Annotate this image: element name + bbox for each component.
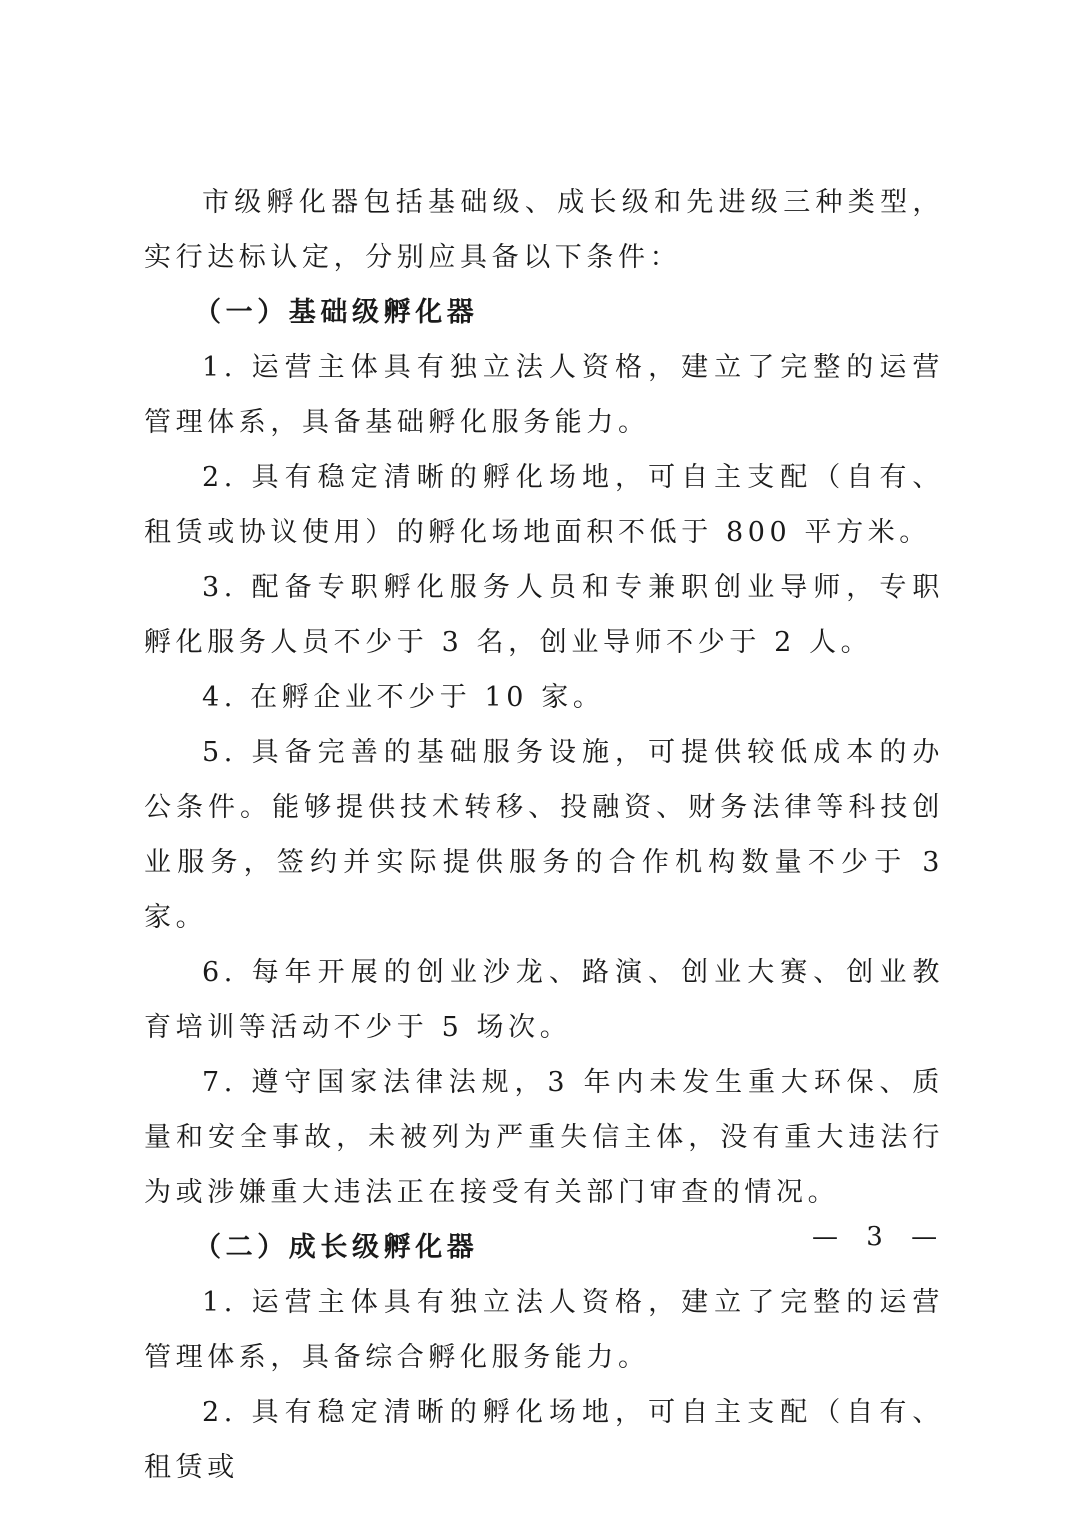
basic-item-3: 3. 配备专职孵化服务人员和专兼职创业导师，专职孵化服务人员不少于 3 名，创业导师不少于 2 人。 [144, 572, 944, 658]
basic-item-1: 1. 运营主体具有独立法人资格，建立了完整的运营管理体系，具备基础孵化服务能力。 [144, 352, 944, 438]
basic-item-2: 2. 具有稳定清晰的孵化场地，可自主支配（自有、租赁或协议使用）的孵化场地面积不低于 800 平方米。 [144, 462, 944, 548]
basic-item-6: 6. 每年开展的创业沙龙、路演、创业大赛、创业教育培训等活动不少于 5 场次。 [144, 957, 944, 1043]
basic-item-7: 7. 遵守国家法律法规，3 年内未发生重大环保、质量和安全事故，未被列为严重失信主体，没有重大违法行为或涉嫌重大违法正在接受有关部门审查的情况。 [144, 1067, 944, 1208]
page-number: — 3 — [812, 1222, 948, 1252]
section-heading-growth: （二）成长级孵化器 [194, 1232, 479, 1263]
growth-item-1: 1. 运营主体具有独立法人资格，建立了完整的运营管理体系，具备综合孵化服务能力。 [144, 1287, 944, 1373]
basic-item-5: 5. 具备完善的基础服务设施，可提供较低成本的办公条件。能够提供技术转移、投融资、财务法律等科技创业服务，签约并实际提供服务的合作机构数量不少于 3 家。 [144, 737, 944, 933]
intro-paragraph: 市级孵化器包括基础级、成长级和先进级三种类型，实行达标认定，分别应具备以下条件： [144, 187, 944, 273]
basic-item-4: 4. 在孵企业不少于 10 家。 [202, 682, 605, 713]
document-body [144, 175, 944, 1495]
growth-item-2: 2. 具有稳定清晰的孵化场地，可自主支配（自有、租赁或 [144, 1397, 944, 1483]
section-heading-basic: （一）基础级孵化器 [194, 297, 479, 328]
